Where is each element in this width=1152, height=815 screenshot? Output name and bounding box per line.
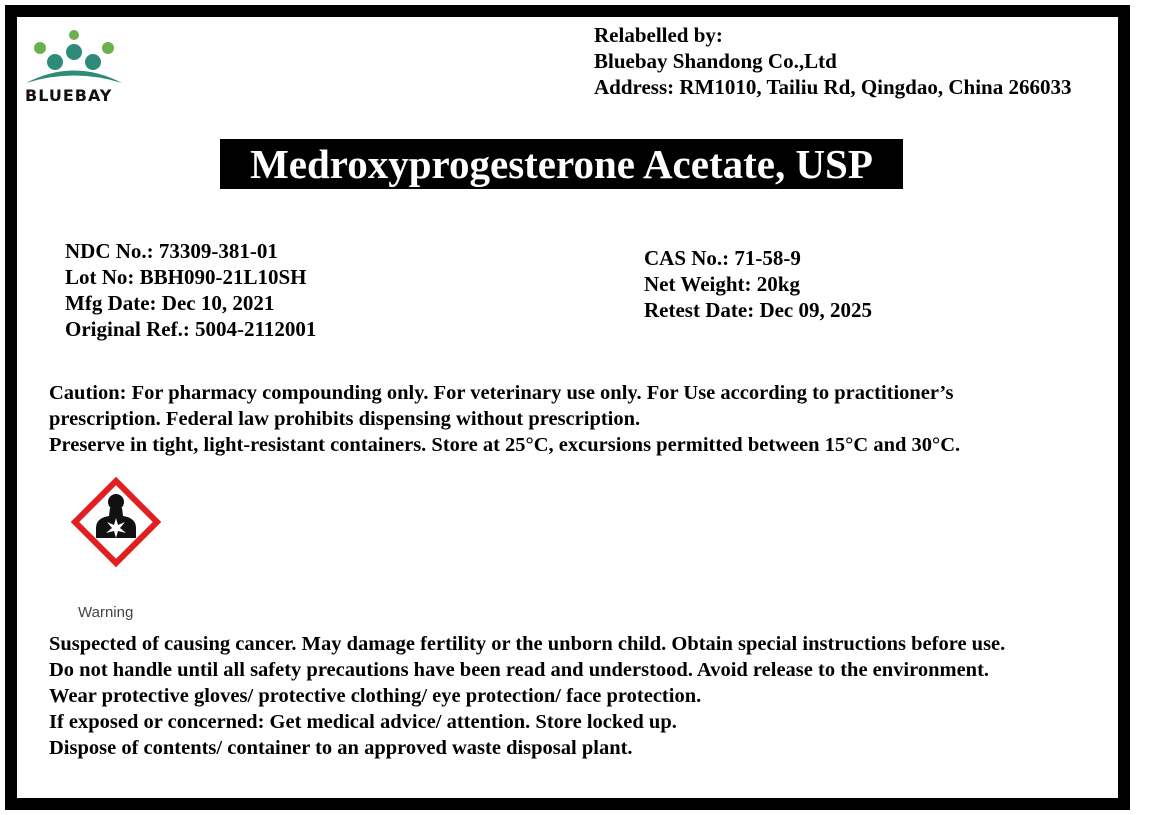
ndc-number: NDC No.: 73309-381-01 [65,239,278,263]
hazard-statement: Wear protective gloves/ protective clothing/ eye protection/ face protection. [49,685,702,707]
caution-line: prescription. Federal law prohibits dispensing without prescription. [49,408,641,430]
hazard-statement: If exposed or concerned: Get medical advice/ attention. Store locked up. [49,711,677,733]
product-title: Medroxyprogesterone Acetate, USP [220,139,903,189]
relabel-block [594,22,1071,100]
lot-number: Lot No: BBH090-21L10SH [65,265,307,289]
bluebay-logo [22,28,126,106]
hazard-statement: Suspected of causing cancer. May damage fertility or the unborn child. Obtain special instructions before use. [49,633,1006,655]
hazard-statement: Do not handle until all safety precautions have been read and understood. Avoid release to the environment. [49,659,990,681]
hazard-statements [49,631,1005,761]
storage-line: Preserve in tight, light-resistant containers. Store at 25°C, excursions permitted between 15°C and 30°C. [49,434,961,456]
cas-number: CAS No.: 71-58-9 [644,246,801,270]
net-weight: Net Weight: 20kg [644,272,800,296]
hazard-statement: Dispose of contents/ container to an approved waste disposal plant. [49,737,633,759]
logo-icon [22,28,126,88]
product-info-left [65,238,316,342]
retest-date: Retest Date: Dec 09, 2025 [644,298,872,322]
original-ref: Original Ref.: 5004-2112001 [65,317,317,341]
warning-signal-word: Warning [78,604,134,621]
caution-block [49,380,960,458]
health-hazard-icon [70,476,162,573]
mfg-date: Mfg Date: Dec 10, 2021 [65,291,275,315]
relabel-address: Address: RM1010, Tailiu Rd, Qingdao, China 266033 [594,75,1072,99]
relabel-heading: Relabelled by: [594,23,723,47]
product-info-right [644,245,872,323]
caution-line: Caution: For pharmacy compounding only. For veterinary use only. For Use according to practitioner’s [49,382,954,404]
logo-text: BLUEBAY [25,86,113,105]
relabel-company: Bluebay Shandong Co.,Ltd [594,49,837,73]
